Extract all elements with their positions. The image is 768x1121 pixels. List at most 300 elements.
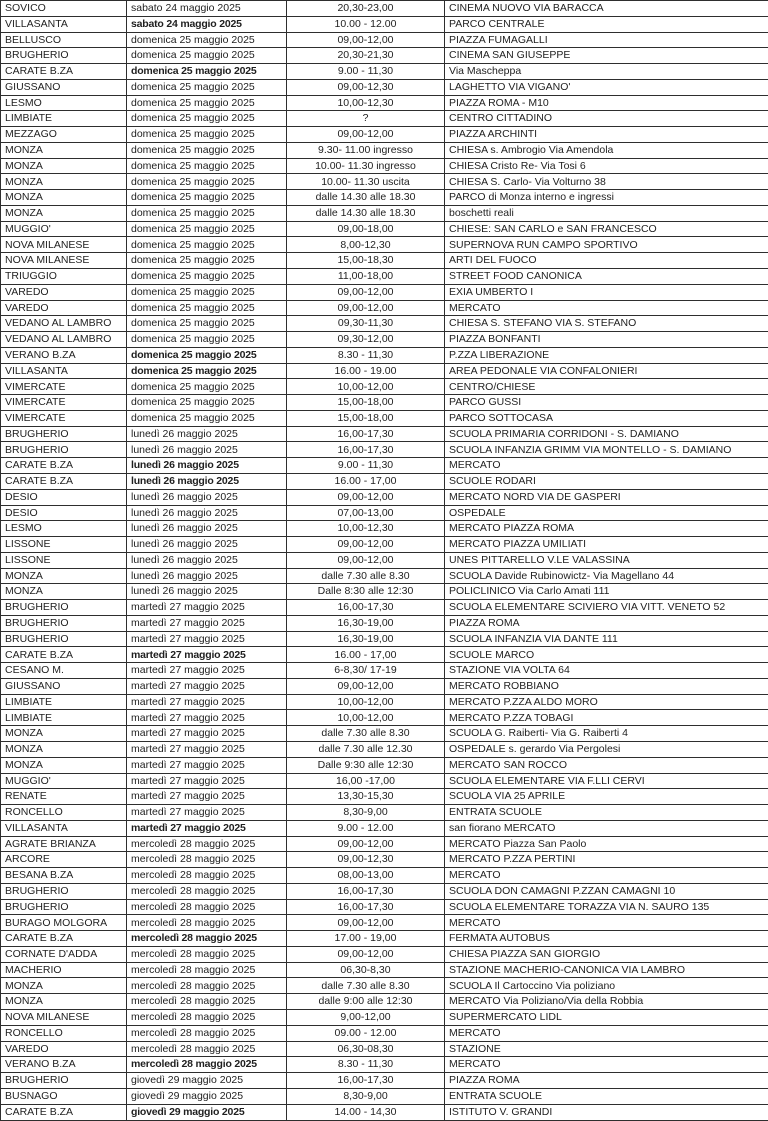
location-cell: STAZIONE MACHERIO-CANONICA VIA LAMBRO (445, 962, 768, 978)
city-cell: MONZA (1, 757, 127, 773)
table-row (1, 694, 768, 710)
time-cell: 10,00-12,00 (287, 710, 445, 726)
date-cell: mercoledì 28 maggio 2025 (127, 1057, 287, 1073)
location-cell: OSPEDALE s. gerardo Via Pergolesi (445, 741, 768, 757)
location-cell: PIAZZA ROMA - M10 (445, 95, 768, 111)
table-row (1, 552, 768, 568)
city-cell: VAREDO (1, 284, 127, 300)
date-cell: giovedì 29 maggio 2025 (127, 1104, 287, 1120)
date-cell: martedì 27 maggio 2025 (127, 757, 287, 773)
city-cell: LISSONE (1, 552, 127, 568)
city-cell: MONZA (1, 726, 127, 742)
city-cell: BRUGHERIO (1, 1073, 127, 1089)
date-cell: domenica 25 maggio 2025 (127, 32, 287, 48)
date-cell: domenica 25 maggio 2025 (127, 174, 287, 190)
location-cell: MERCATO PIAZZA ROMA (445, 521, 768, 537)
time-cell: dalle 7.30 alle 8.30 (287, 568, 445, 584)
location-cell: MERCATO (445, 458, 768, 474)
date-cell: lunedì 26 maggio 2025 (127, 584, 287, 600)
time-cell: 16,00-17,30 (287, 1073, 445, 1089)
location-cell: SCUOLA DON CAMAGNI P.ZZAN CAMAGNI 10 (445, 883, 768, 899)
location-cell: SCUOLA INFANZIA VIA DANTE 111 (445, 631, 768, 647)
table-row (1, 127, 768, 143)
table-row (1, 868, 768, 884)
location-cell: SCUOLA ELEMENTARE SCIVIERO VIA VITT. VENETO 52 (445, 600, 768, 616)
table-row (1, 915, 768, 931)
city-cell: CESANO M. (1, 663, 127, 679)
location-cell: SCUOLA G. Raiberti- Via G. Raiberti 4 (445, 726, 768, 742)
city-cell: RONCELLO (1, 805, 127, 821)
date-cell: domenica 25 maggio 2025 (127, 269, 287, 285)
date-cell: lunedì 26 maggio 2025 (127, 442, 287, 458)
date-cell: domenica 25 maggio 2025 (127, 395, 287, 411)
date-cell: martedì 27 maggio 2025 (127, 773, 287, 789)
time-cell: 09,30-11,30 (287, 316, 445, 332)
city-cell: LIMBIATE (1, 694, 127, 710)
location-cell: MERCATO P.ZZA PERTINI (445, 852, 768, 868)
time-cell: 10.00- 11.30 ingresso (287, 158, 445, 174)
date-cell: domenica 25 maggio 2025 (127, 205, 287, 221)
location-cell: OSPEDALE (445, 505, 768, 521)
date-cell: martedì 27 maggio 2025 (127, 600, 287, 616)
date-cell: mercoledì 28 maggio 2025 (127, 868, 287, 884)
date-cell: domenica 25 maggio 2025 (127, 64, 287, 80)
table-row (1, 1104, 768, 1120)
time-cell: dalle 7.30 alle 12.30 (287, 741, 445, 757)
city-cell: BRUGHERIO (1, 615, 127, 631)
location-cell: SUPERMERCATO LIDL (445, 1010, 768, 1026)
table-row (1, 300, 768, 316)
location-cell: SCUOLE RODARI (445, 473, 768, 489)
date-cell: martedì 27 maggio 2025 (127, 789, 287, 805)
city-cell: BRUGHERIO (1, 899, 127, 915)
date-cell: martedì 27 maggio 2025 (127, 741, 287, 757)
location-cell: MERCATO (445, 300, 768, 316)
table-row (1, 16, 768, 32)
time-cell: 16,00-17,30 (287, 442, 445, 458)
table-row (1, 174, 768, 190)
city-cell: VILLASANTA (1, 363, 127, 379)
city-cell: MONZA (1, 741, 127, 757)
table-row (1, 994, 768, 1010)
date-cell: domenica 25 maggio 2025 (127, 127, 287, 143)
city-cell: VEDANO AL LAMBRO (1, 316, 127, 332)
time-cell: 15,00-18,00 (287, 395, 445, 411)
city-cell: MONZA (1, 142, 127, 158)
time-cell: 13,30-15,30 (287, 789, 445, 805)
time-cell: 9.00 - 11,30 (287, 458, 445, 474)
date-cell: martedì 27 maggio 2025 (127, 726, 287, 742)
table-row (1, 805, 768, 821)
table-row (1, 899, 768, 915)
location-cell: POLICLINICO Via Carlo Amati 111 (445, 584, 768, 600)
date-cell: martedì 27 maggio 2025 (127, 805, 287, 821)
table-row (1, 883, 768, 899)
table-row (1, 332, 768, 348)
time-cell: dalle 9:00 alle 12:30 (287, 994, 445, 1010)
city-cell: MONZA (1, 190, 127, 206)
table-row (1, 395, 768, 411)
time-cell: 09,00-12,30 (287, 79, 445, 95)
location-cell: CHIESE: SAN CARLO e SAN FRANCESCO (445, 221, 768, 237)
date-cell: mercoledì 28 maggio 2025 (127, 994, 287, 1010)
time-cell: 09.00 - 12.00 (287, 1025, 445, 1041)
table-row (1, 1057, 768, 1073)
city-cell: BELLUSCO (1, 32, 127, 48)
city-cell: GIUSSANO (1, 678, 127, 694)
table-row (1, 946, 768, 962)
date-cell: sabato 24 maggio 2025 (127, 1, 287, 17)
time-cell: 16,30-19,00 (287, 615, 445, 631)
table-row (1, 584, 768, 600)
date-cell: martedì 27 maggio 2025 (127, 694, 287, 710)
location-cell: PIAZZA BONFANTI (445, 332, 768, 348)
table-row (1, 978, 768, 994)
date-cell: mercoledì 28 maggio 2025 (127, 1025, 287, 1041)
table-row (1, 95, 768, 111)
city-cell: RONCELLO (1, 1025, 127, 1041)
location-cell: ISTITUTO V. GRANDI (445, 1104, 768, 1120)
city-cell: MONZA (1, 584, 127, 600)
date-cell: domenica 25 maggio 2025 (127, 221, 287, 237)
table-row (1, 773, 768, 789)
table-row (1, 931, 768, 947)
time-cell: dalle 7.30 alle 8.30 (287, 978, 445, 994)
location-cell: SCUOLA PRIMARIA CORRIDONI - S. DAMIANO (445, 426, 768, 442)
date-cell: lunedì 26 maggio 2025 (127, 505, 287, 521)
location-cell: MERCATO (445, 1025, 768, 1041)
time-cell: 16.00 - 17,00 (287, 647, 445, 663)
table-row (1, 426, 768, 442)
time-cell: 10.00- 11.30 uscita (287, 174, 445, 190)
location-cell: MERCATO (445, 868, 768, 884)
city-cell: CARATE B.ZA (1, 473, 127, 489)
date-cell: domenica 25 maggio 2025 (127, 158, 287, 174)
location-cell: SCUOLA INFANZIA GRIMM VIA MONTELLO - S. DAMIANO (445, 442, 768, 458)
location-cell: MERCATO (445, 915, 768, 931)
time-cell: 16.00 - 17,00 (287, 473, 445, 489)
city-cell: CARATE B.ZA (1, 647, 127, 663)
time-cell: 9,00-12,00 (287, 1010, 445, 1026)
table-row (1, 710, 768, 726)
location-cell: EXIA UMBERTO I (445, 284, 768, 300)
city-cell: NOVA MILANESE (1, 1010, 127, 1026)
city-cell: MONZA (1, 205, 127, 221)
table-row (1, 663, 768, 679)
time-cell: 09,00-12,00 (287, 284, 445, 300)
location-cell: MERCATO NORD VIA DE GASPERI (445, 489, 768, 505)
time-cell: 09,00-12,00 (287, 127, 445, 143)
time-cell: 09,00-12,00 (287, 946, 445, 962)
table-row (1, 1025, 768, 1041)
location-cell: CINEMA NUOVO VIA BARACCA (445, 1, 768, 17)
date-cell: martedì 27 maggio 2025 (127, 663, 287, 679)
table-row (1, 253, 768, 269)
table-row (1, 190, 768, 206)
time-cell: 8.30 - 11,30 (287, 1057, 445, 1073)
table-row (1, 757, 768, 773)
time-cell: 14.00 - 14,30 (287, 1104, 445, 1120)
location-cell: SCUOLA Il Cartoccino Via poliziano (445, 978, 768, 994)
date-cell: domenica 25 maggio 2025 (127, 332, 287, 348)
date-cell: lunedì 26 maggio 2025 (127, 426, 287, 442)
table-row (1, 1, 768, 17)
date-cell: mercoledì 28 maggio 2025 (127, 931, 287, 947)
time-cell: 16.00 - 19.00 (287, 363, 445, 379)
location-cell: san fiorano MERCATO (445, 820, 768, 836)
table-row (1, 1010, 768, 1026)
city-cell: VIMERCATE (1, 379, 127, 395)
time-cell: Dalle 9:30 alle 12:30 (287, 757, 445, 773)
city-cell: VAREDO (1, 300, 127, 316)
city-cell: MUGGIO' (1, 773, 127, 789)
city-cell: BRUGHERIO (1, 600, 127, 616)
city-cell: VILLASANTA (1, 820, 127, 836)
location-cell: MERCATO (445, 1057, 768, 1073)
table-row (1, 347, 768, 363)
table-row (1, 79, 768, 95)
city-cell: VILLASANTA (1, 16, 127, 32)
city-cell: LIMBIATE (1, 710, 127, 726)
date-cell: mercoledì 28 maggio 2025 (127, 915, 287, 931)
date-cell: lunedì 26 maggio 2025 (127, 473, 287, 489)
date-cell: mercoledì 28 maggio 2025 (127, 836, 287, 852)
time-cell: 09,00-12,00 (287, 915, 445, 931)
city-cell: MONZA (1, 568, 127, 584)
city-cell: SOVICO (1, 1, 127, 17)
location-cell: SCUOLE MARCO (445, 647, 768, 663)
time-cell: 09,00-12,00 (287, 489, 445, 505)
time-cell: 09,00-12,00 (287, 836, 445, 852)
date-cell: mercoledì 28 maggio 2025 (127, 883, 287, 899)
location-cell: CHIESA S. Carlo- Via Volturno 38 (445, 174, 768, 190)
table-row (1, 1088, 768, 1104)
date-cell: lunedì 26 maggio 2025 (127, 489, 287, 505)
city-cell: MONZA (1, 978, 127, 994)
location-cell: MERCATO SAN ROCCO (445, 757, 768, 773)
date-cell: mercoledì 28 maggio 2025 (127, 946, 287, 962)
table-row (1, 284, 768, 300)
table-row (1, 521, 768, 537)
location-cell: PIAZZA FUMAGALLI (445, 32, 768, 48)
city-cell: MONZA (1, 174, 127, 190)
location-cell: AREA PEDONALE VIA CONFALONIERI (445, 363, 768, 379)
table-row (1, 379, 768, 395)
time-cell: 09,00-12,00 (287, 300, 445, 316)
location-cell: STREET FOOD CANONICA (445, 269, 768, 285)
table-row (1, 600, 768, 616)
time-cell: 10,00-12,30 (287, 95, 445, 111)
time-cell: 8,00-12,30 (287, 237, 445, 253)
location-cell: PARCO di Monza interno e ingressi (445, 190, 768, 206)
table-row (1, 568, 768, 584)
city-cell: VERANO B.ZA (1, 347, 127, 363)
time-cell: 20,30-21,30 (287, 48, 445, 64)
date-cell: martedì 27 maggio 2025 (127, 631, 287, 647)
table-row (1, 442, 768, 458)
date-cell: mercoledì 28 maggio 2025 (127, 978, 287, 994)
location-cell: MERCATO PIAZZA UMILIATI (445, 537, 768, 553)
table-row (1, 32, 768, 48)
location-cell: CINEMA SAN GIUSEPPE (445, 48, 768, 64)
city-cell: LESMO (1, 521, 127, 537)
location-cell: MERCATO P.ZZA TOBAGI (445, 710, 768, 726)
location-cell: PIAZZA ROMA (445, 1073, 768, 1089)
table-row (1, 537, 768, 553)
date-cell: martedì 27 maggio 2025 (127, 710, 287, 726)
date-cell: domenica 25 maggio 2025 (127, 95, 287, 111)
table-row (1, 363, 768, 379)
city-cell: VEDANO AL LAMBRO (1, 332, 127, 348)
table-row (1, 221, 768, 237)
location-cell: FERMATA AUTOBUS (445, 931, 768, 947)
date-cell: domenica 25 maggio 2025 (127, 347, 287, 363)
location-cell: STAZIONE (445, 1041, 768, 1057)
location-cell: ENTRATA SCUOLE (445, 1088, 768, 1104)
date-cell: domenica 25 maggio 2025 (127, 363, 287, 379)
time-cell: 16,00-17,30 (287, 426, 445, 442)
time-cell: 17.00 - 19,00 (287, 931, 445, 947)
city-cell: TRIUGGIO (1, 269, 127, 285)
table-row (1, 1073, 768, 1089)
date-cell: domenica 25 maggio 2025 (127, 237, 287, 253)
time-cell: 10.00 - 12.00 (287, 16, 445, 32)
city-cell: LIMBIATE (1, 111, 127, 127)
location-cell: MERCATO Piazza San Paolo (445, 836, 768, 852)
location-cell: Via Mascheppa (445, 64, 768, 80)
location-cell: SCUOLA Davide Rubinowictz- Via Magellano 44 (445, 568, 768, 584)
city-cell: VIMERCATE (1, 410, 127, 426)
location-cell: PARCO SOTTOCASA (445, 410, 768, 426)
location-cell: SUPERNOVA RUN CAMPO SPORTIVO (445, 237, 768, 253)
time-cell: 8,30-9,00 (287, 805, 445, 821)
time-cell: 09,30-12,00 (287, 332, 445, 348)
location-cell: PARCO CENTRALE (445, 16, 768, 32)
table-row (1, 48, 768, 64)
date-cell: martedì 27 maggio 2025 (127, 647, 287, 663)
time-cell: 16,00-17,30 (287, 899, 445, 915)
time-cell: 08,00-13,00 (287, 868, 445, 884)
time-cell: ? (287, 111, 445, 127)
date-cell: domenica 25 maggio 2025 (127, 300, 287, 316)
city-cell: BRUGHERIO (1, 426, 127, 442)
table-row (1, 473, 768, 489)
table-row (1, 316, 768, 332)
city-cell: MACHERIO (1, 962, 127, 978)
date-cell: martedì 27 maggio 2025 (127, 615, 287, 631)
date-cell: mercoledì 28 maggio 2025 (127, 1041, 287, 1057)
table-row (1, 852, 768, 868)
location-cell: CHIESA s. Ambrogio Via Amendola (445, 142, 768, 158)
city-cell: CARATE B.ZA (1, 1104, 127, 1120)
date-cell: mercoledì 28 maggio 2025 (127, 852, 287, 868)
date-cell: mercoledì 28 maggio 2025 (127, 962, 287, 978)
table-row (1, 726, 768, 742)
time-cell: 16,00-17,30 (287, 883, 445, 899)
time-cell: 9.30- 11.00 ingresso (287, 142, 445, 158)
date-cell: martedì 27 maggio 2025 (127, 678, 287, 694)
city-cell: BRUGHERIO (1, 883, 127, 899)
table-row (1, 458, 768, 474)
table-row (1, 64, 768, 80)
date-cell: giovedì 29 maggio 2025 (127, 1073, 287, 1089)
date-cell: martedì 27 maggio 2025 (127, 820, 287, 836)
city-cell: VAREDO (1, 1041, 127, 1057)
city-cell: BRUGHERIO (1, 48, 127, 64)
city-cell: BRUGHERIO (1, 442, 127, 458)
date-cell: lunedì 26 maggio 2025 (127, 568, 287, 584)
time-cell: 10,00-12,00 (287, 379, 445, 395)
city-cell: GIUSSANO (1, 79, 127, 95)
date-cell: domenica 25 maggio 2025 (127, 79, 287, 95)
city-cell: RENATE (1, 789, 127, 805)
location-cell: ENTRATA SCUOLE (445, 805, 768, 821)
time-cell: 9.00 - 12.00 (287, 820, 445, 836)
table-row (1, 205, 768, 221)
table-row (1, 505, 768, 521)
location-cell: SCUOLA ELEMENTARE VIA F.LLI CERVI (445, 773, 768, 789)
time-cell: 15,00-18,00 (287, 410, 445, 426)
time-cell: 09,00-12,30 (287, 852, 445, 868)
time-cell: 09,00-12,00 (287, 552, 445, 568)
table-row (1, 489, 768, 505)
time-cell: 9.00 - 11,30 (287, 64, 445, 80)
table-row (1, 158, 768, 174)
date-cell: lunedì 26 maggio 2025 (127, 552, 287, 568)
location-cell: MERCATO ROBBIANO (445, 678, 768, 694)
date-cell: sabato 24 maggio 2025 (127, 16, 287, 32)
city-cell: BESANA B.ZA (1, 868, 127, 884)
time-cell: 09,00-12,00 (287, 32, 445, 48)
time-cell: 16,00 -17,00 (287, 773, 445, 789)
city-cell: MONZA (1, 994, 127, 1010)
date-cell: domenica 25 maggio 2025 (127, 253, 287, 269)
time-cell: 16,00-17,30 (287, 600, 445, 616)
location-cell: PIAZZA ROMA (445, 615, 768, 631)
time-cell: 09,00-18,00 (287, 221, 445, 237)
city-cell: VERANO B.ZA (1, 1057, 127, 1073)
table-row (1, 269, 768, 285)
time-cell: dalle 14.30 alle 18.30 (287, 205, 445, 221)
time-cell: 15,00-18,30 (287, 253, 445, 269)
location-cell: CHIESA Cristo Re- Via Tosi 6 (445, 158, 768, 174)
table-row (1, 647, 768, 663)
city-cell: NOVA MILANESE (1, 237, 127, 253)
location-cell: P.ZZA LIBERAZIONE (445, 347, 768, 363)
time-cell: Dalle 8:30 alle 12:30 (287, 584, 445, 600)
time-cell: 11,00-18,00 (287, 269, 445, 285)
city-cell: CARATE B.ZA (1, 458, 127, 474)
time-cell: 8.30 - 11,30 (287, 347, 445, 363)
city-cell: CARATE B.ZA (1, 931, 127, 947)
table-body (1, 1, 768, 1121)
time-cell: 8,30-9,00 (287, 1088, 445, 1104)
city-cell: MUGGIO' (1, 221, 127, 237)
date-cell: domenica 25 maggio 2025 (127, 379, 287, 395)
date-cell: giovedì 29 maggio 2025 (127, 1088, 287, 1104)
city-cell: LISSONE (1, 537, 127, 553)
location-cell: ARTI DEL FUOCO (445, 253, 768, 269)
table-row (1, 678, 768, 694)
table-row (1, 1041, 768, 1057)
time-cell: 09,00-12,00 (287, 678, 445, 694)
location-cell: CHIESA PIAZZA SAN GIORGIO (445, 946, 768, 962)
city-cell: ARCORE (1, 852, 127, 868)
table-row (1, 237, 768, 253)
date-cell: domenica 25 maggio 2025 (127, 410, 287, 426)
table-row (1, 820, 768, 836)
date-cell: domenica 25 maggio 2025 (127, 48, 287, 64)
